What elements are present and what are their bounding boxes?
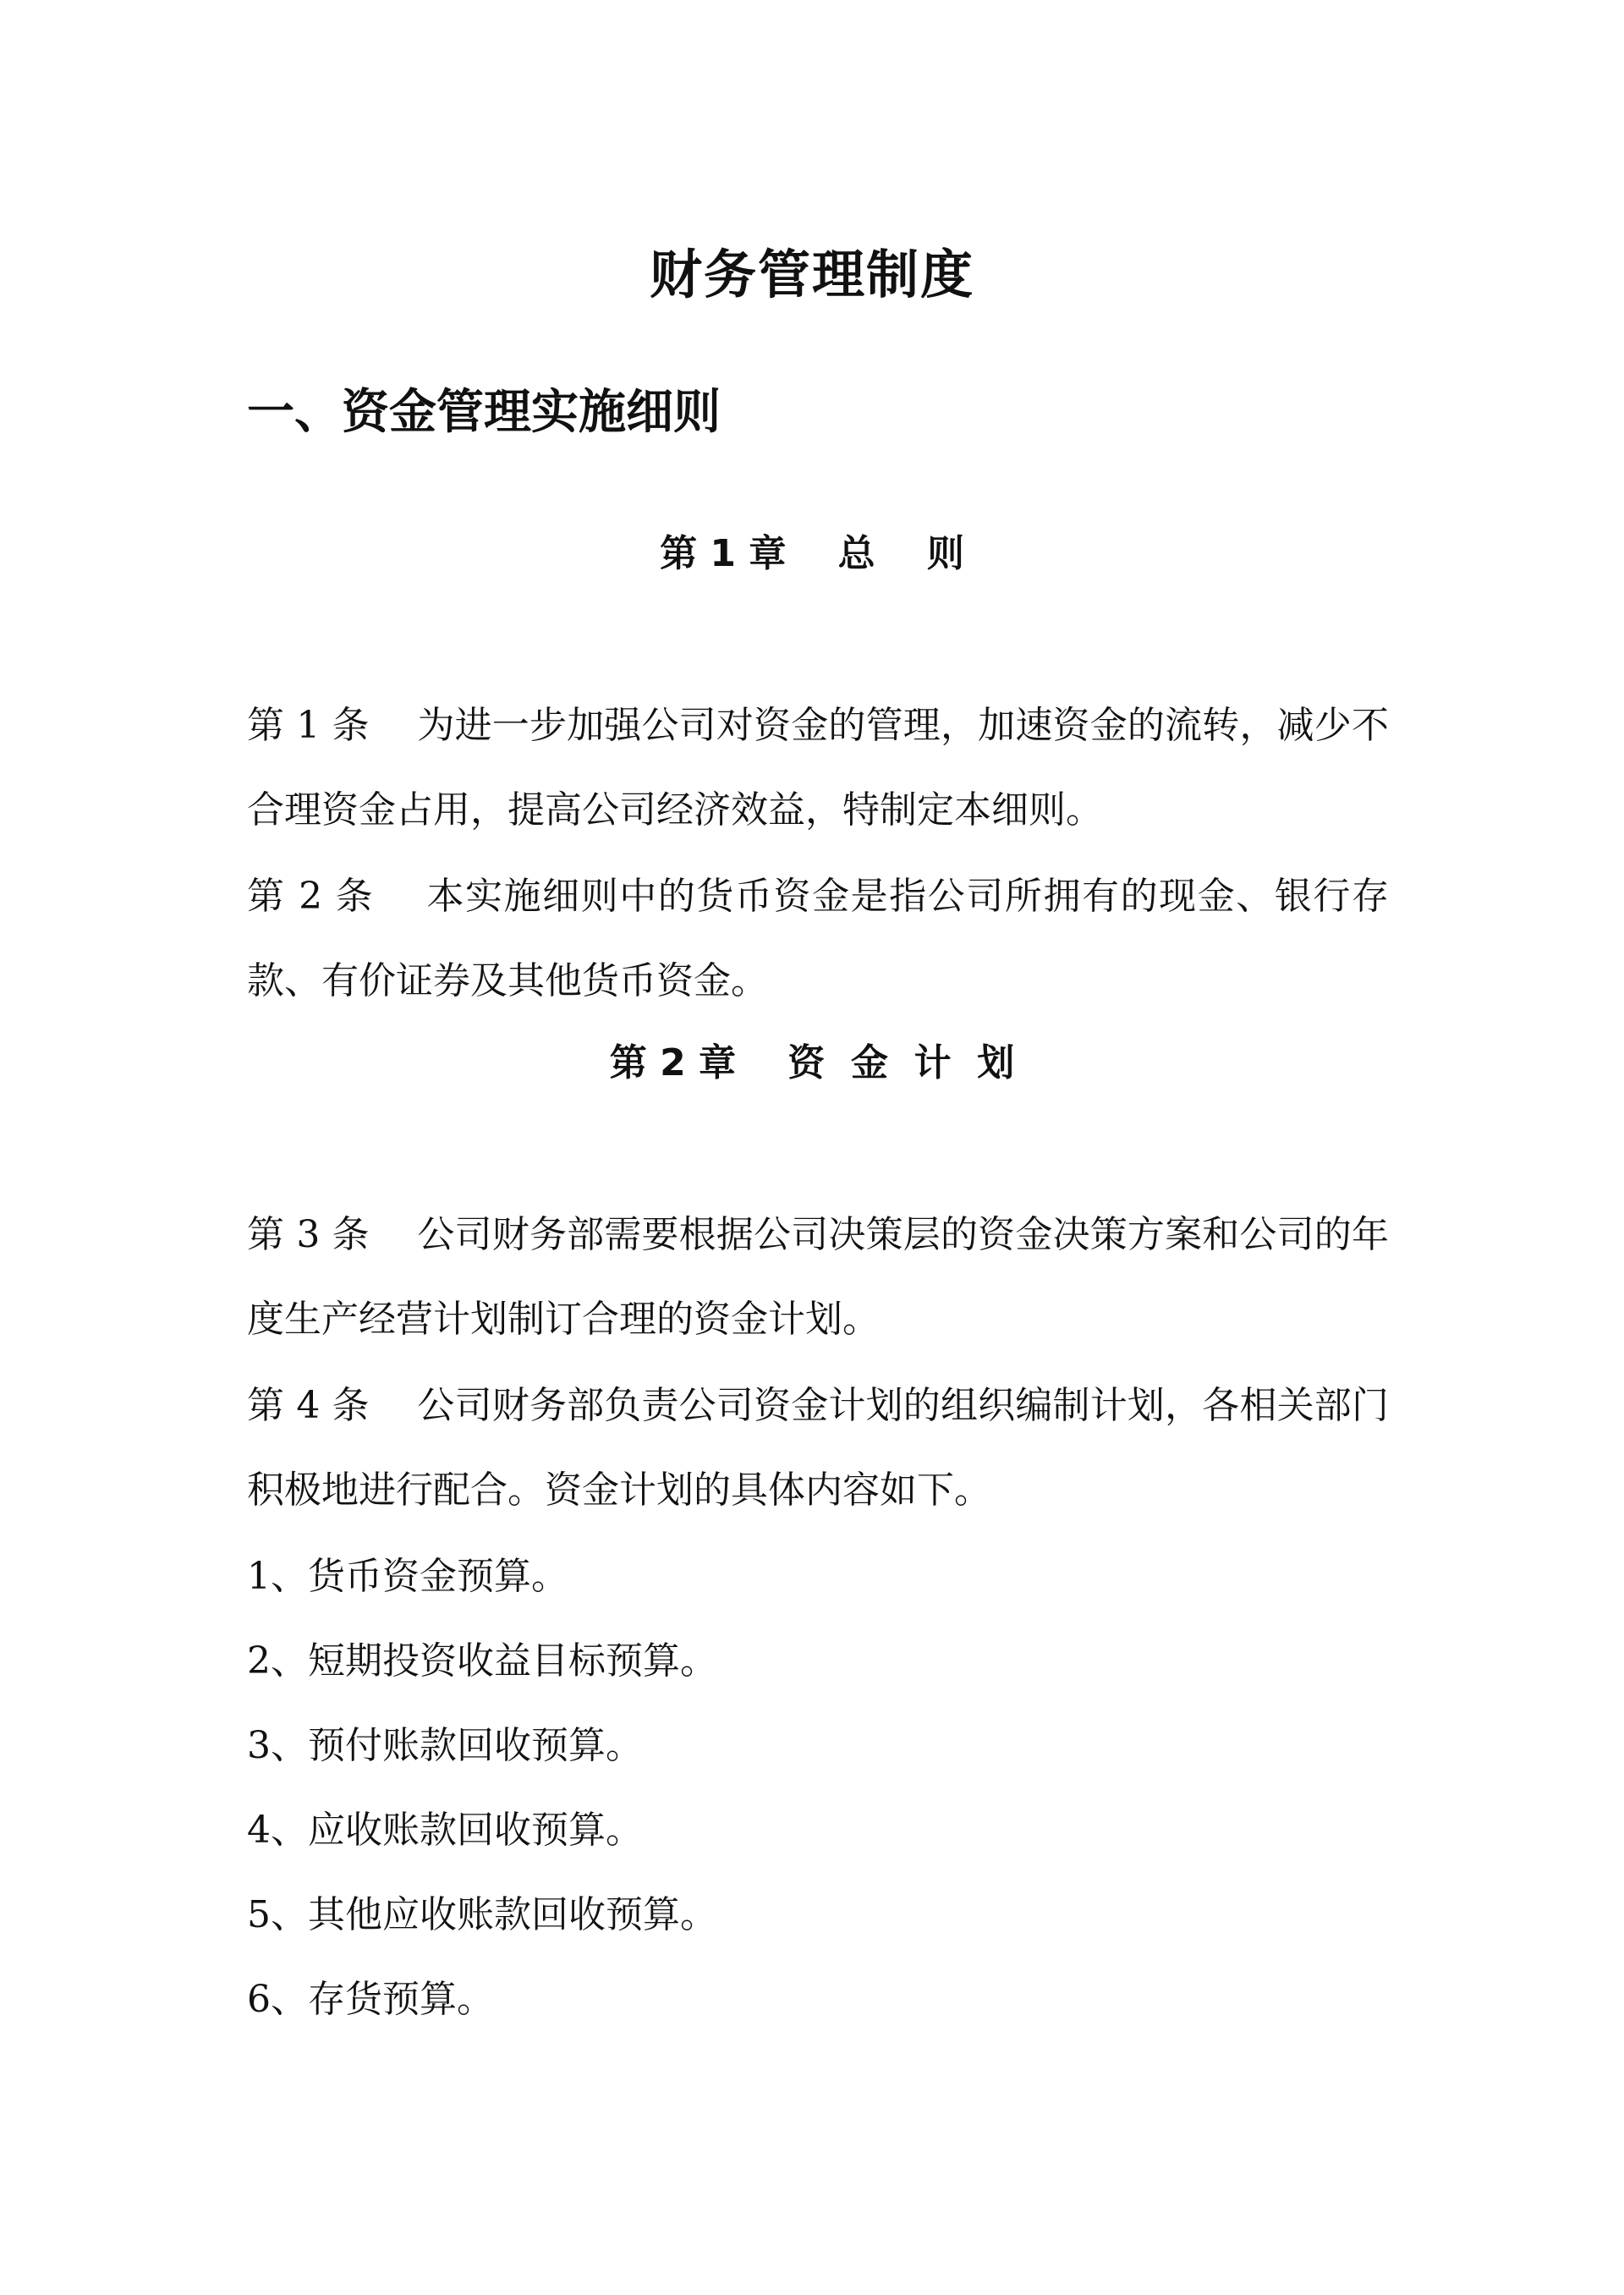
section-heading: 一、资金管理实施细则 <box>247 385 721 440</box>
article-text: 公司财务部需要根据公司决策层的资金决策方案和公司的年度生产经营计划制订合理的资金计划。 <box>247 1213 1389 1341</box>
list-item: 1、货币资金预算。 <box>247 1555 568 1598</box>
list-item: 6、存货预算。 <box>247 1978 494 2021</box>
chapter-1-heading: 第 1 章 总 则 <box>660 532 964 575</box>
article-1 <box>247 684 1389 853</box>
article-text: 公司财务部负责公司资金计划的组织编制计划，各相关部门积极地进行配合。资金计划的具体内容如下。 <box>247 1384 1389 1512</box>
chapter-2-heading: 第 2 章 资 金 计 划 <box>609 1041 1015 1084</box>
article-number: 第 4 条 <box>247 1384 418 1427</box>
list-item: 4、应收账款回收预算。 <box>247 1809 643 1852</box>
list-item: 3、预付账款回收预算。 <box>247 1724 643 1767</box>
article-number: 第 2 条 <box>247 875 427 918</box>
document-title: 财务管理制度 <box>649 244 974 305</box>
article-number: 第 1 条 <box>247 704 418 747</box>
list-item: 5、其他应收账款回收预算。 <box>247 1893 717 1936</box>
list-item: 2、短期投资收益目标预算。 <box>247 1639 717 1683</box>
article-2 <box>247 854 1389 1024</box>
article-3 <box>247 1193 1389 1362</box>
article-text: 为进一步加强公司对资金的管理，加速资金的流转，减少不合理资金占用，提高公司经济效益，特制定本细则。 <box>247 704 1389 832</box>
article-text: 本实施细则中的货币资金是指公司所拥有的现金、银行存款、有价证券及其他货币资金。 <box>247 875 1389 1002</box>
article-number: 第 3 条 <box>247 1213 418 1256</box>
article-4 <box>247 1364 1389 1533</box>
